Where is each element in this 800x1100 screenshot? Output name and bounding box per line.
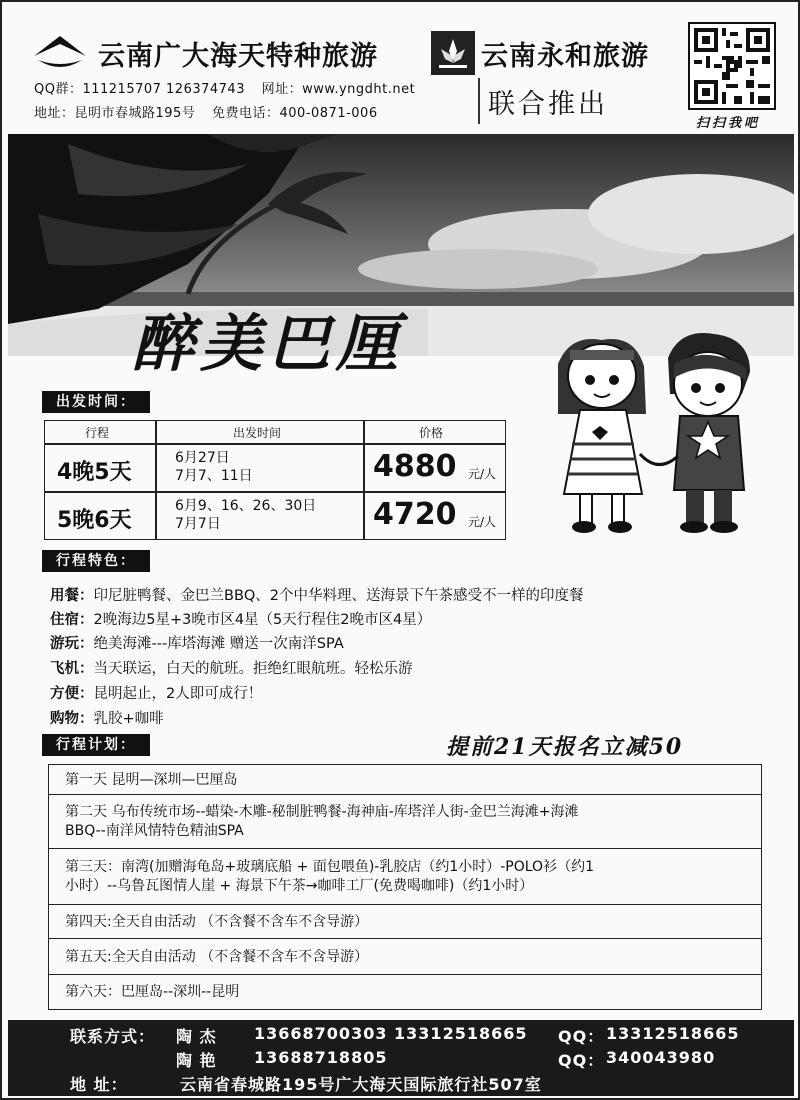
- plan-section-label: 行程计划：: [42, 734, 150, 756]
- company-name-2: 云南永和旅游: [481, 41, 649, 72]
- qr-code-icon[interactable]: [688, 22, 776, 110]
- table-header-price: 价格: [419, 426, 444, 440]
- feature-text: 2晚海边5星+3晚市区4星（5天行程住2晚市区4星）: [93, 612, 432, 628]
- address-label: 地址：: [34, 106, 75, 121]
- trip-duration: 4晚5天: [57, 460, 132, 485]
- feature-label: 飞机：: [50, 661, 94, 677]
- trip-price: 4880: [373, 449, 457, 484]
- lotus-logo-icon: [431, 31, 475, 75]
- feature-item-meals: [50, 584, 584, 605]
- trip-price: 4720: [373, 497, 457, 532]
- address-value: 昆明市春城路195号: [74, 106, 196, 121]
- date-line: 6月27日: [175, 450, 230, 466]
- departure-section-label: 出发时间：: [42, 391, 150, 413]
- itinerary-day: [49, 795, 761, 849]
- day-line: 第四天:全天自由活动 （不含餐不含车不含导游）: [65, 914, 369, 930]
- departure-dates: [175, 497, 316, 533]
- contact-qq-label: QQ：: [558, 1027, 605, 1046]
- couple-illustration: [550, 324, 760, 536]
- qq-group: [34, 82, 245, 97]
- table-divider: [155, 421, 157, 539]
- itinerary-day: [49, 849, 761, 905]
- company-logo-icon: [30, 30, 90, 74]
- feature-item-flight: [50, 657, 413, 678]
- departure-table: [44, 420, 506, 540]
- day-line: 第三天：南湾(加赠海龟岛+玻璃底船 + 面包喂鱼)-乳胶店（约1小时）-POLO衫（约1: [65, 859, 594, 875]
- qq-label: QQ群：: [34, 82, 83, 97]
- feature-label: 用餐：: [50, 588, 94, 604]
- qr-scan-label: 扫扫我吧: [696, 116, 761, 131]
- itinerary-day: [49, 765, 761, 795]
- company-name-1: 云南广大海天特种旅游: [98, 41, 378, 72]
- table-divider: [45, 443, 505, 445]
- date-line: 7月7、11日: [175, 468, 253, 484]
- feature-item-shopping: [50, 707, 164, 728]
- itinerary-day: [49, 975, 761, 1009]
- feature-text: 乳胶+咖啡: [93, 711, 164, 727]
- contact-qq[interactable]: 13312518665: [606, 1024, 740, 1043]
- hotline-value: 400-0871-006: [279, 106, 378, 121]
- qq-numbers: 111215707 126374743: [82, 82, 245, 97]
- feature-text: 昆明起止，2人即可成行！: [93, 686, 263, 702]
- early-booking-promo: 提前21天报名立减50: [446, 734, 684, 760]
- header: [8, 8, 794, 132]
- feature-label: 购物：: [50, 711, 94, 727]
- hotline-label: 免费电话：: [211, 106, 280, 121]
- itinerary-day: [49, 939, 761, 975]
- contact-name: 陶 杰: [176, 1027, 217, 1046]
- feature-label: 方便：: [50, 686, 94, 702]
- feature-text: 印尼脏鸭餐、金巴兰BBQ、2个中华料理、送海景下午茶感受不一样的印度餐: [93, 588, 584, 604]
- feature-item-hotel: [50, 608, 431, 629]
- feature-label: 住宿：: [50, 612, 94, 628]
- address: [34, 106, 195, 121]
- contact-qq-label: QQ：: [558, 1051, 605, 1070]
- joint-launch-text: 联合推出: [488, 89, 608, 120]
- table-header-trip: 行程: [85, 426, 110, 440]
- contact-footer: [8, 1020, 794, 1096]
- price-unit: 元/人: [468, 515, 497, 529]
- contact-phones[interactable]: 13668700303 13312518665: [254, 1024, 528, 1043]
- price-unit: 元/人: [468, 467, 497, 481]
- hotline: [212, 106, 378, 121]
- contact-info-line-1: [34, 78, 427, 97]
- footer-address-label: 地 址：: [70, 1075, 128, 1094]
- contact-name: 陶 艳: [176, 1051, 217, 1070]
- day-line: 第一天 昆明—深圳—巴厘岛: [65, 772, 238, 788]
- website-label: 网址：: [261, 82, 303, 97]
- main-title: 醉美巴厘: [132, 307, 405, 380]
- feature-label: 游玩：: [50, 636, 94, 652]
- header-divider: [478, 78, 480, 124]
- table-divider: [363, 421, 365, 539]
- website-url[interactable]: www.yngdht.net: [302, 82, 416, 97]
- feature-text: 绝美海滩---库塔海滩 赠送一次南洋SPA: [93, 636, 344, 652]
- footer-address: 云南省春城路195号广大海天国际旅行社507室: [180, 1075, 542, 1094]
- feature-item-convenience: [50, 682, 262, 703]
- date-line: 7月7日: [175, 516, 221, 532]
- contact-info-line-2: [34, 102, 390, 121]
- contact-qq[interactable]: 340043980: [606, 1048, 716, 1067]
- itinerary-day: [49, 905, 761, 939]
- feature-text: 当天联运，白天的航班。拒绝红眼航班。轻松乐游: [93, 661, 413, 677]
- day-line: BBQ--南洋风情特色精油SPA: [65, 823, 244, 839]
- table-divider: [45, 491, 505, 493]
- trip-duration: 5晚6天: [57, 508, 132, 533]
- website[interactable]: [262, 82, 416, 97]
- table-header-dates: 出发时间: [233, 426, 282, 440]
- contact-label: 联系方式：: [70, 1027, 156, 1046]
- itinerary-table: [48, 764, 762, 1010]
- day-line: 第二天 乌布传统市场--蜡染-木雕-秘制脏鸭餐-海神庙-库塔洋人街-金巴兰海滩+海滩: [65, 804, 579, 820]
- day-line: 第五天:全天自由活动 （不含餐不含车不含导游）: [65, 949, 369, 965]
- contact-phones[interactable]: 13688718805: [254, 1048, 388, 1067]
- day-line: 小时）--乌鲁瓦图情人崖 + 海景下午茶→咖啡工厂(免费喝咖啡)（约1小时）: [65, 878, 534, 894]
- feature-item-activities: [50, 632, 344, 653]
- date-line: 6月9、16、26、30日: [175, 498, 317, 514]
- day-line: 第六天：巴厘岛--深圳--昆明: [65, 984, 240, 1000]
- departure-dates: [175, 449, 253, 485]
- features-section-label: 行程特色：: [42, 550, 150, 572]
